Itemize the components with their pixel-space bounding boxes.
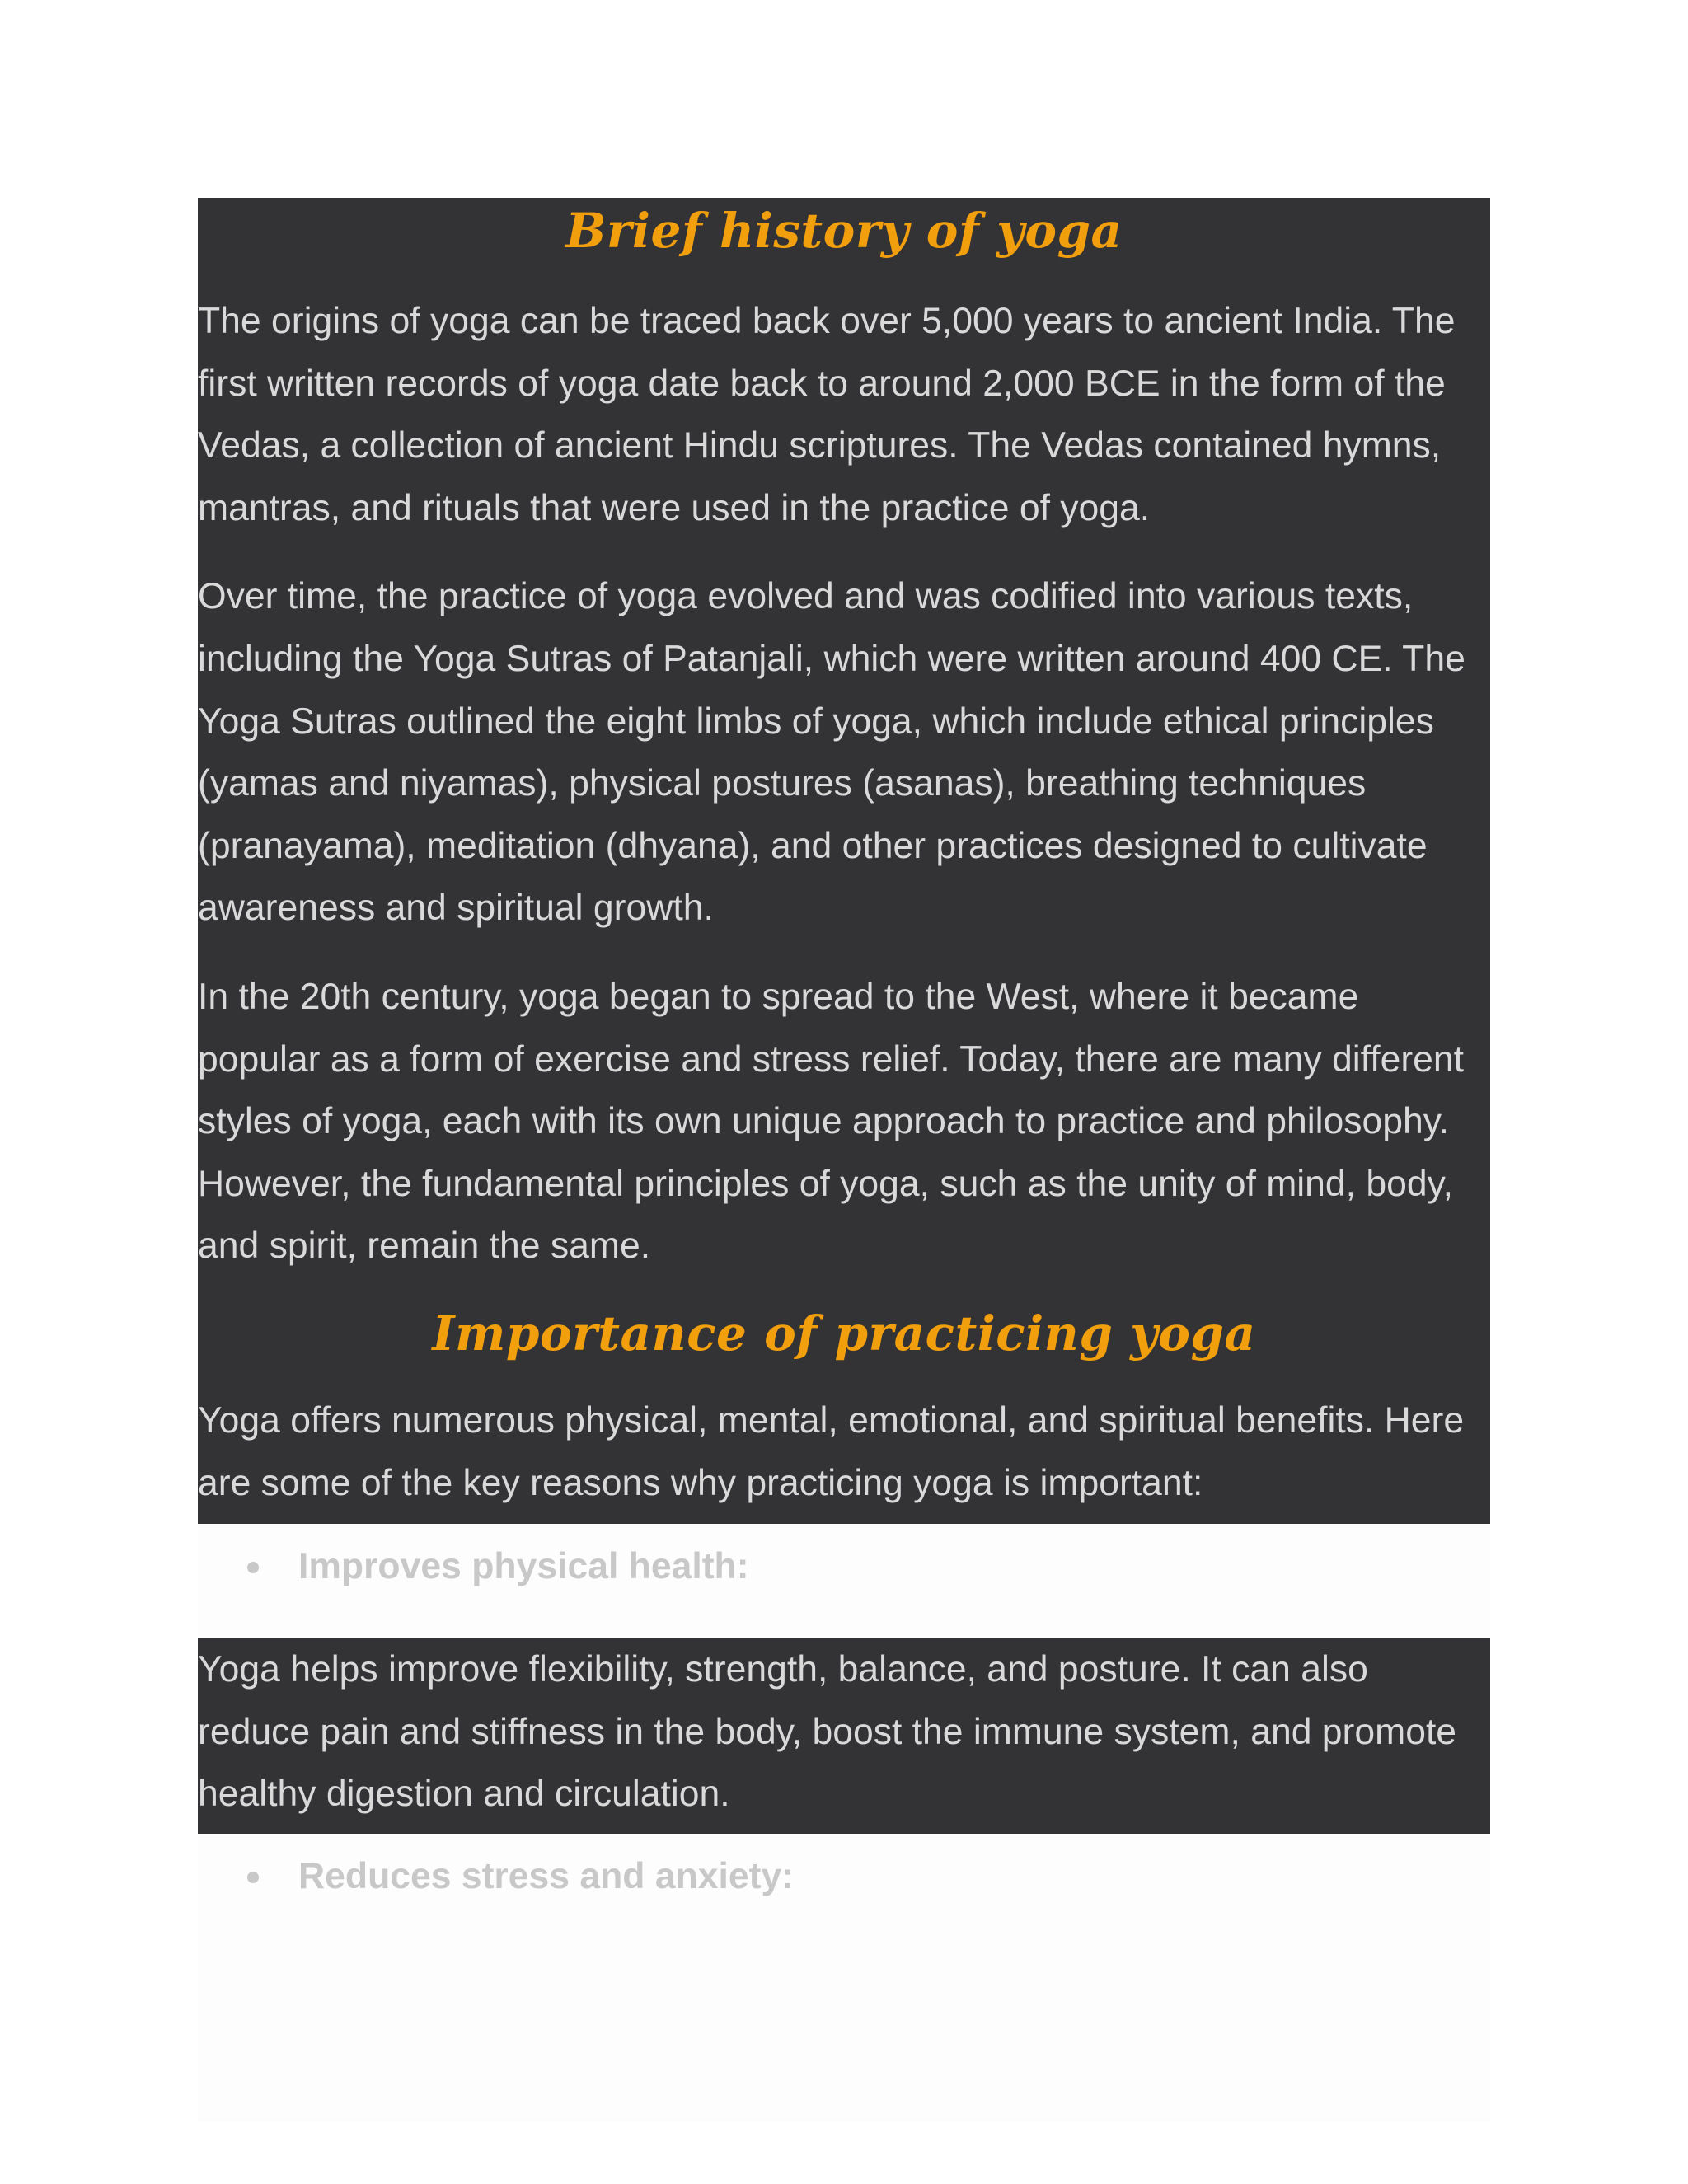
document-page bbox=[198, 198, 1490, 2121]
benefit-title: Reduces stress and anxiety: bbox=[298, 1855, 795, 1896]
importance-intro-paragraph: Yoga offers numerous physical, mental, emotional, and spiritual benefits. Here are some of the key reasons why practicing yoga is important: bbox=[198, 1399, 1465, 1503]
history-section bbox=[198, 198, 1490, 1524]
section-heading-history: Brief history of yoga bbox=[565, 203, 1123, 259]
page-bottom-area bbox=[198, 1948, 1490, 2121]
bullet-icon bbox=[247, 1872, 259, 1883]
history-paragraph-1: The origins of yoga can be traced back over 5,000 years to ancient India. The first written records of yoga date back to around 2,000 BCE in the form of the Vedas, a collection of ancient Hindu scriptures. The Vedas contained hymns, mantras, and rituals that were used in the practice of yoga. bbox=[198, 301, 1456, 528]
benefit-list-item bbox=[198, 1834, 1490, 1948]
history-paragraph-3: In the 20th century, yoga began to spread to the West, where it became popular as a form of exercise and stress relief. Today, there are many different styles of yoga, each with its own unique approach to practice and philosophy. However, the fundamental principles of yoga, such as the unity of mind, body, and spirit, remain the same. bbox=[198, 976, 1465, 1267]
benefit-title: Improves physical health: bbox=[298, 1546, 749, 1587]
benefit-description: Yoga helps improve flexibility, strength, balance, and posture. It can also reduce pain and stiffness in the body, boost the immune system, and promote healthy digestion and circulation. bbox=[198, 1649, 1457, 1815]
bullet-icon bbox=[247, 1562, 259, 1573]
history-paragraph-2: Over time, the practice of yoga evolved and was codified into various texts, including the Yoga Sutras of Patanjali, which were written around 400 CE. The Yoga Sutras outlined the eight limbs of yoga, which include ethical principles (yamas and niyamas), physical postures (asanas), breathing techniques (pranayama), meditation (dhyana), and other practices designed to cultivate awareness and spiritual growth. bbox=[198, 576, 1465, 929]
benefit-description-block bbox=[198, 1638, 1490, 1834]
benefit-list-item bbox=[198, 1524, 1490, 1638]
section-heading-importance: Importance of practicing yoga bbox=[432, 1305, 1256, 1361]
